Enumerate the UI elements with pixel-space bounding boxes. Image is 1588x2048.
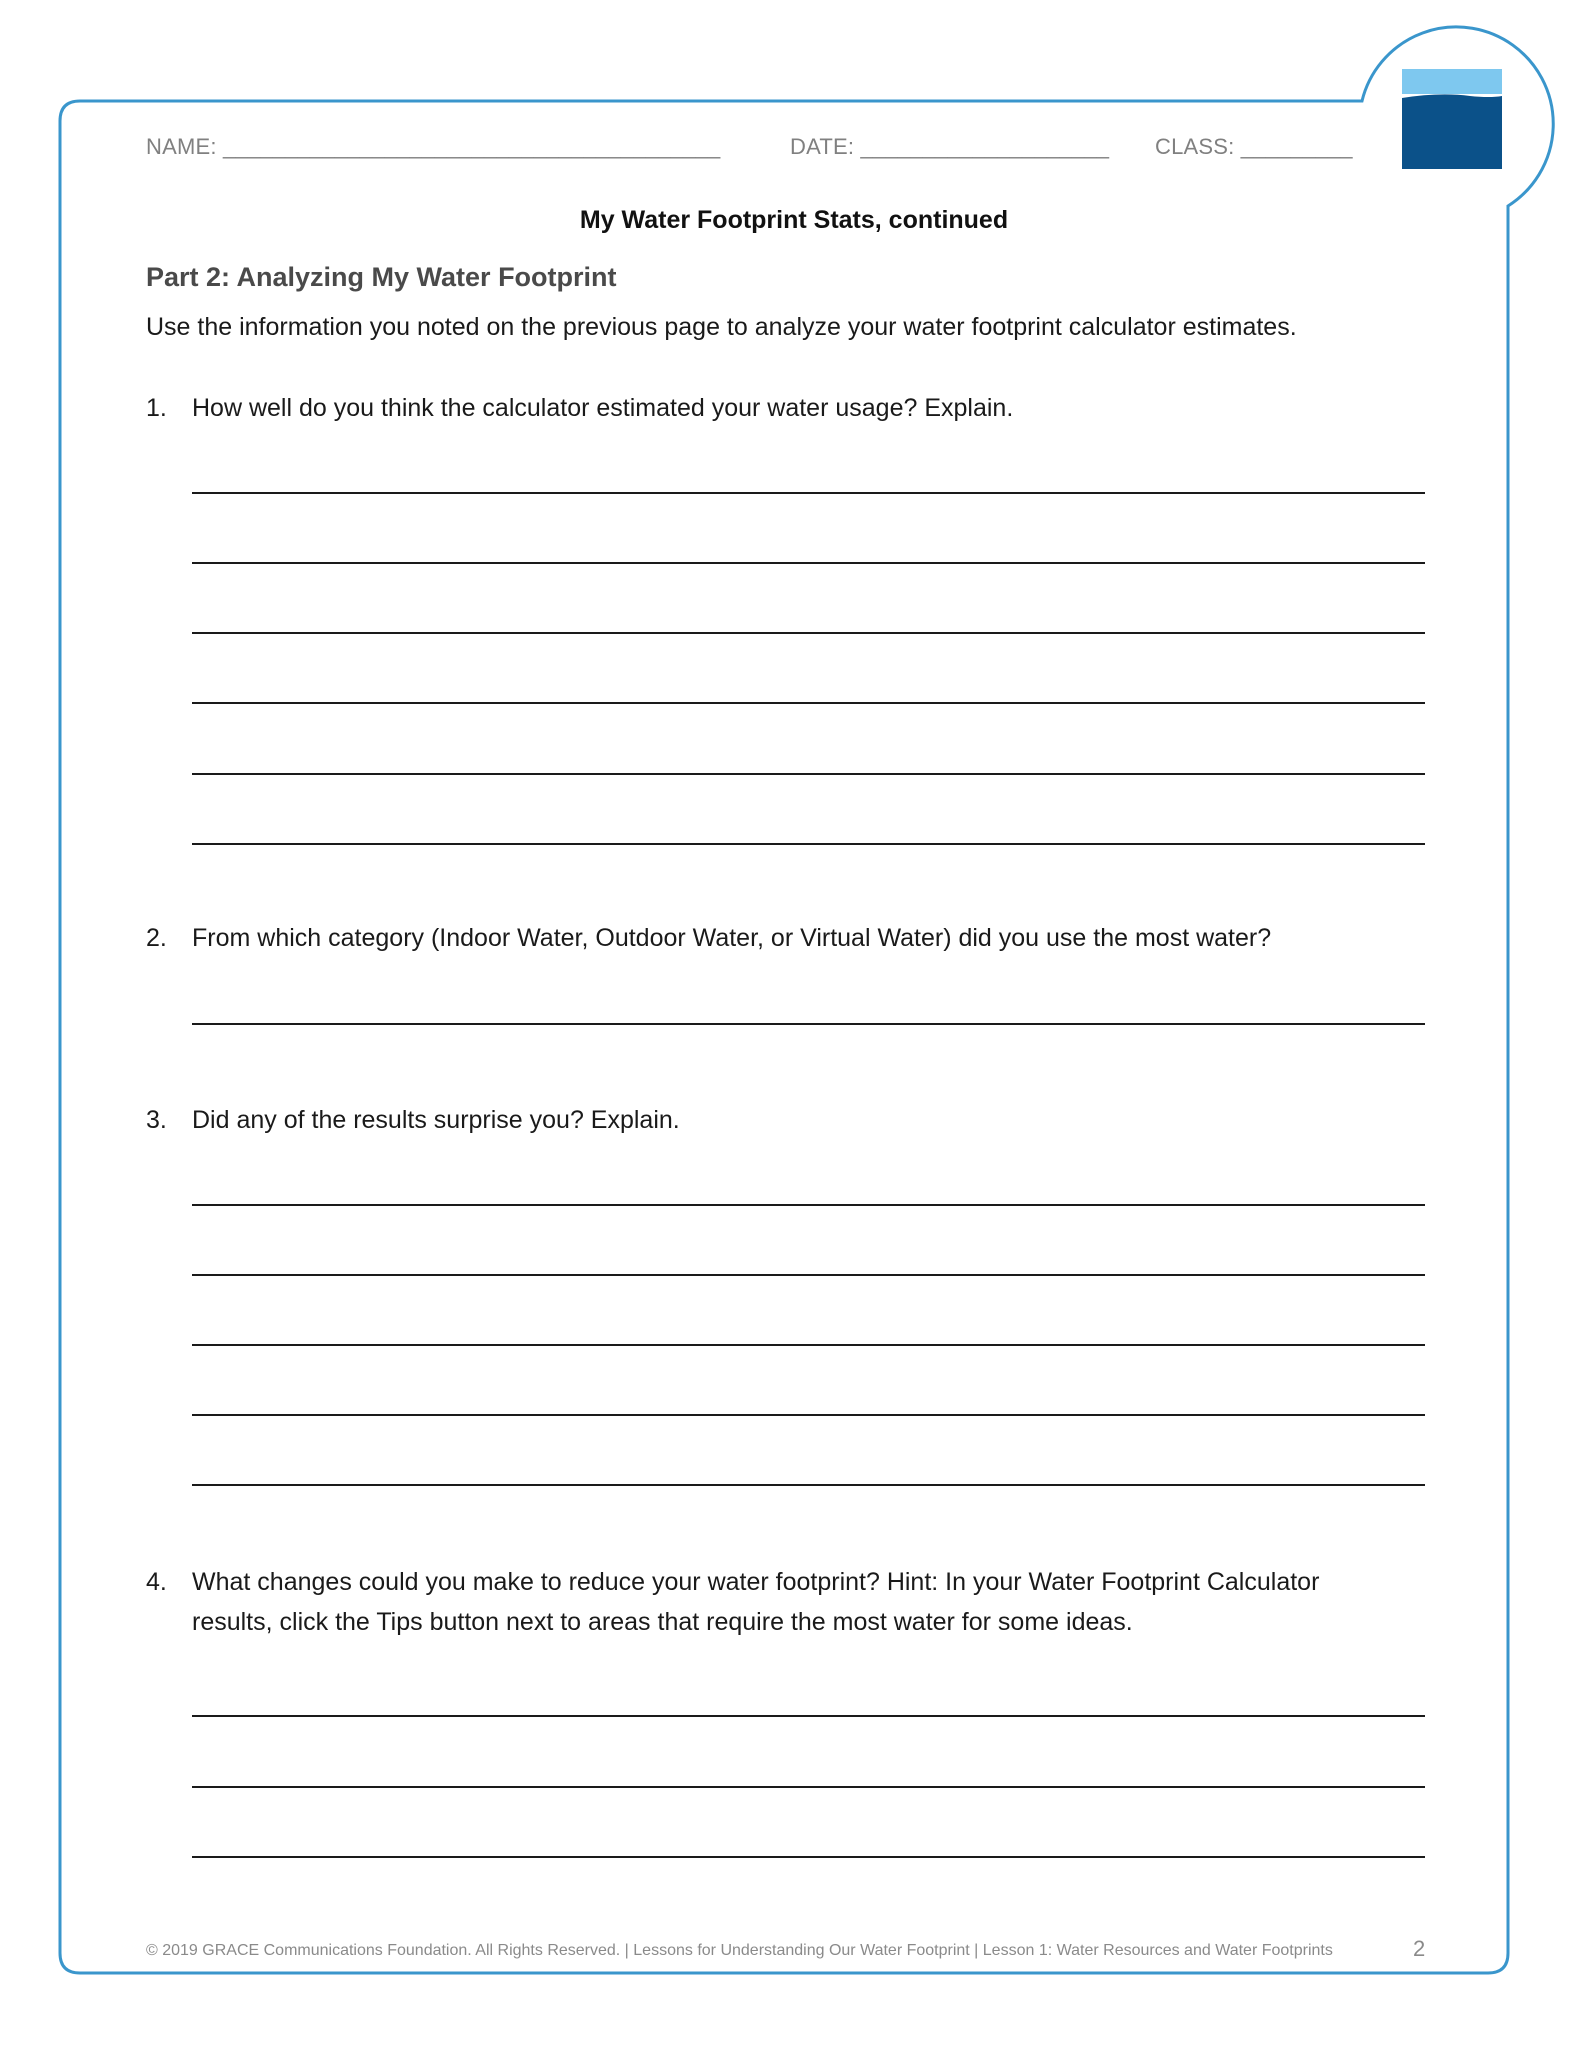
name-field[interactable]	[146, 134, 720, 160]
date-blank[interactable]: ____________________	[860, 134, 1110, 159]
answer-line[interactable]	[192, 702, 1425, 704]
answer-line[interactable]	[192, 843, 1425, 845]
intro-text: Use the information you noted on the previous page to analyze your water footprint calculator estimates.	[146, 313, 1297, 341]
question-number: 2.	[146, 924, 167, 952]
water-level-icon	[1402, 69, 1502, 169]
answer-line[interactable]	[192, 1786, 1425, 1788]
class-field[interactable]	[1155, 134, 1353, 160]
question-text-continued: results, click the Tips button next to areas that require the most water for some ideas.	[192, 1608, 1133, 1636]
class-label: CLASS:	[1155, 134, 1235, 159]
answer-line[interactable]	[192, 1856, 1425, 1858]
date-label: DATE:	[790, 134, 855, 159]
answer-line[interactable]	[192, 1715, 1425, 1717]
part-heading: Part 2: Analyzing My Water Footprint	[146, 262, 617, 292]
date-field[interactable]	[790, 134, 1109, 160]
answer-line[interactable]	[192, 492, 1425, 494]
question-text: How well do you think the calculator estimated your water usage? Explain.	[192, 394, 1014, 422]
answer-line[interactable]	[192, 1274, 1425, 1276]
question-text: What changes could you make to reduce your water footprint? Hint: In your Water Footprint Calculator	[192, 1568, 1320, 1596]
question-text: Did any of the results surprise you? Explain.	[192, 1106, 680, 1134]
answer-line[interactable]	[192, 773, 1425, 775]
page-title: My Water Footprint Stats, continued	[579, 206, 1009, 234]
page-number: 2	[1413, 1936, 1426, 1961]
answer-line[interactable]	[192, 1484, 1425, 1486]
answer-line[interactable]	[192, 1023, 1425, 1025]
answer-line[interactable]	[192, 632, 1425, 634]
question-number: 1.	[146, 394, 167, 422]
answer-line[interactable]	[192, 562, 1425, 564]
answer-line[interactable]	[192, 1414, 1425, 1416]
question-text: From which category (Indoor Water, Outdoor Water, or Virtual Water) did you use the most water?	[192, 924, 1272, 952]
class-blank[interactable]: _________	[1240, 134, 1353, 159]
name-blank[interactable]: ________________________________________	[223, 134, 721, 159]
answer-line[interactable]	[192, 1204, 1425, 1206]
question-number: 4.	[146, 1568, 167, 1596]
footer-text: © 2019 GRACE Communications Foundation. All Rights Reserved. | Lessons for Understanding Our Water Footprint | Lesson 1: Water Resources and Water Footprints	[146, 1942, 1333, 1959]
question-number: 3.	[146, 1106, 167, 1134]
name-label: NAME:	[146, 134, 217, 159]
answer-line[interactable]	[192, 1344, 1425, 1346]
